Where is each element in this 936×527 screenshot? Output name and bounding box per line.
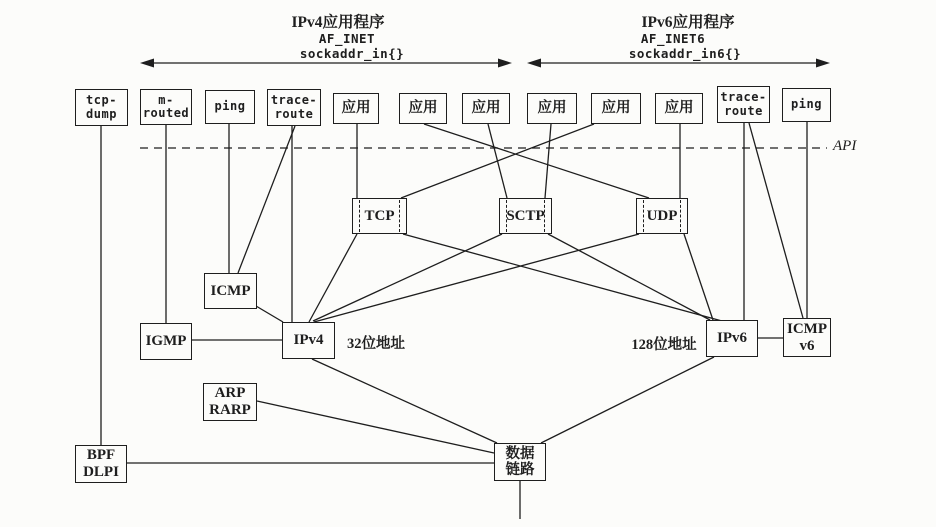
- node-label: 链路: [505, 462, 535, 478]
- node-label: 应用: [408, 100, 438, 117]
- node-label: IGMP: [145, 333, 187, 350]
- node-igmp: [140, 323, 192, 360]
- node-icmpv6: [783, 318, 831, 357]
- node-app-udp-v4: [462, 93, 510, 124]
- node-label: 应用: [601, 100, 631, 117]
- node-label: dump: [86, 106, 117, 121]
- node-traceroute-v6: [717, 86, 770, 123]
- node-app-sctp-v6: [591, 93, 641, 124]
- node-label: ARP: [214, 385, 246, 402]
- node-app-udp-v6: [655, 93, 703, 124]
- ipv4-apps-title: IPv4应用程序: [291, 14, 385, 31]
- ipv6-sockaddr-struct: sockaddr_in6{}: [628, 46, 742, 61]
- node-ping-v6: [782, 88, 831, 122]
- node-label: 数据: [505, 445, 535, 462]
- node-label: route: [274, 106, 314, 121]
- node-ping-v4: [205, 90, 255, 124]
- node-traceroute-v4: [267, 89, 321, 126]
- dual-stack-divider: [544, 200, 545, 232]
- node-datalink: [494, 443, 546, 481]
- api-label: API: [833, 138, 857, 154]
- node-label: ping: [214, 99, 246, 114]
- node-label: SCTP: [506, 207, 545, 224]
- node-tcpdump: [75, 89, 128, 126]
- node-ipv6: [706, 320, 758, 357]
- node-label: TCP: [364, 207, 395, 224]
- node-label: 应用: [341, 100, 371, 117]
- dual-stack-divider: [643, 200, 644, 232]
- node-label: v6: [799, 337, 815, 354]
- node-label: ICMP: [787, 320, 827, 337]
- node-label: 应用: [471, 100, 501, 117]
- ipv4-sockaddr-struct: sockaddr_in{}: [299, 46, 405, 61]
- ipv6-address-family: AF_INET6: [640, 31, 706, 46]
- node-label: RARP: [209, 402, 251, 418]
- node-label: 应用: [664, 100, 694, 117]
- node-label: route: [724, 103, 763, 118]
- ipv4-address-note: 32位地址: [347, 336, 405, 352]
- node-label: IPv4: [293, 332, 324, 349]
- ipv6-address-note: 128位地址: [631, 337, 697, 353]
- dual-stack-divider: [506, 200, 507, 232]
- node-bpf-dlpi: [75, 445, 127, 483]
- node-label: DLPI: [83, 464, 119, 480]
- ipv6-apps-title: IPv6应用程序: [641, 14, 735, 31]
- node-ipv4: [282, 322, 335, 359]
- node-label: tcp-: [86, 93, 117, 108]
- node-app-tcp-v4: [333, 93, 379, 124]
- node-app-tcp-v6: [527, 93, 577, 124]
- node-label: UDP: [646, 207, 678, 224]
- node-label: trace-: [720, 90, 767, 105]
- node-label: routed: [142, 106, 190, 120]
- node-label: trace-: [270, 93, 318, 108]
- node-label: m-: [158, 92, 174, 107]
- node-label: ping: [791, 97, 822, 112]
- dual-stack-divider: [359, 200, 360, 232]
- node-label: IPv6: [717, 330, 747, 347]
- node-udp: [636, 198, 688, 234]
- node-label: ICMP: [210, 282, 251, 299]
- ipv4-address-family: AF_INET: [318, 31, 376, 46]
- node-label: BPF: [86, 447, 116, 464]
- node-mrouted: [140, 89, 192, 125]
- node-app-sctp-v4: [399, 93, 447, 124]
- dual-stack-divider: [680, 200, 681, 232]
- node-icmp: [204, 273, 257, 309]
- node-label: 应用: [537, 100, 567, 117]
- node-arp-rarp: [203, 383, 257, 421]
- dual-stack-divider: [399, 200, 400, 232]
- node-sctp: [499, 198, 552, 234]
- node-tcp: [352, 198, 407, 234]
